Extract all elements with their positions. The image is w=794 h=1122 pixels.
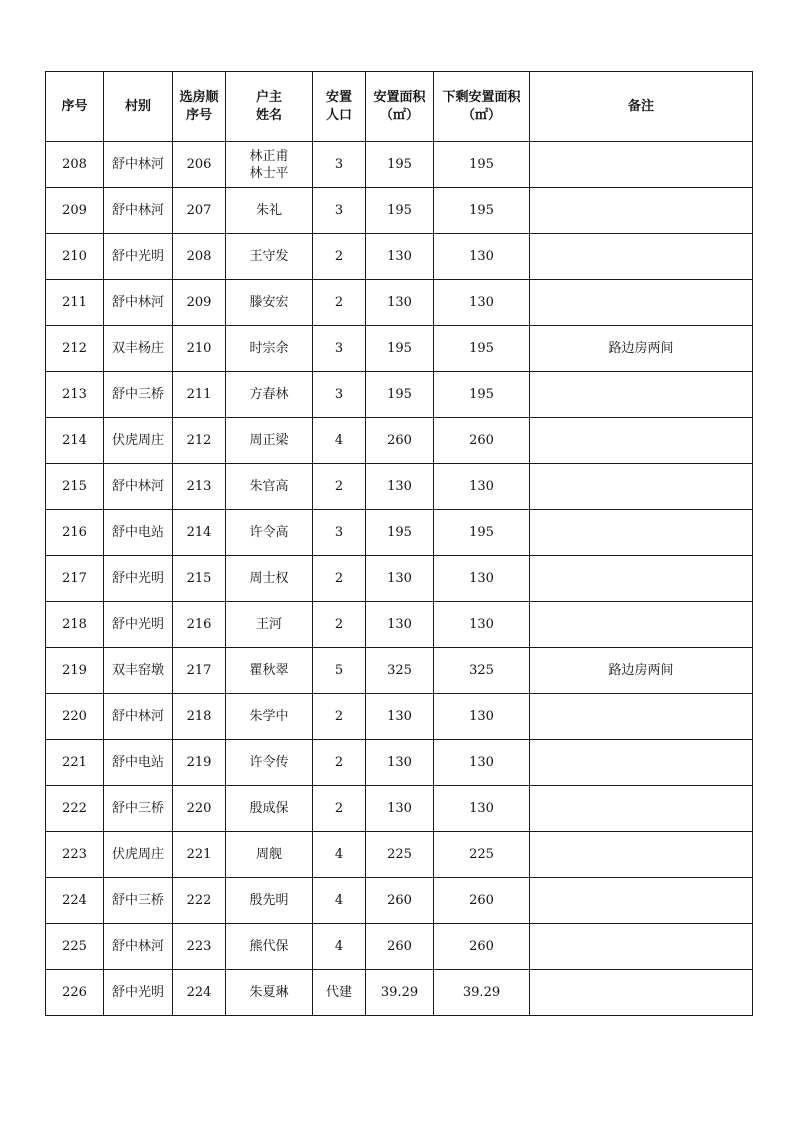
table-row [46, 188, 753, 234]
cell-area: 195 [366, 142, 434, 188]
cell-village: 双丰杨庄 [104, 326, 173, 372]
cell-order: 206 [173, 142, 226, 188]
cell-remark [530, 786, 753, 832]
cell-population: 2 [313, 280, 366, 326]
cell-remaining-area: 130 [434, 464, 530, 510]
table-row [46, 418, 753, 464]
cell-village: 舒中三桥 [104, 372, 173, 418]
cell-owner [226, 878, 313, 924]
cell-order: 213 [173, 464, 226, 510]
owner-name: 周正梁 [249, 433, 289, 448]
header-remaining-area: 下剩安置面积 （㎡） [434, 72, 530, 142]
cell-remark [530, 372, 753, 418]
table-row [46, 464, 753, 510]
owner-name: 方春林 [249, 387, 289, 402]
cell-order: 218 [173, 694, 226, 740]
table-row [46, 510, 753, 556]
cell-remark [530, 418, 753, 464]
cell-owner [226, 924, 313, 970]
cell-owner [226, 510, 313, 556]
cell-population: 3 [313, 142, 366, 188]
owner-name: 周士权 [249, 571, 289, 586]
cell-population: 2 [313, 556, 366, 602]
cell-village: 舒中电站 [104, 740, 173, 786]
cell-remark: 路边房两间 [530, 326, 753, 372]
cell-area: 130 [366, 464, 434, 510]
table-row [46, 234, 753, 280]
cell-remark: 路边房两间 [530, 648, 753, 694]
cell-seq: 225 [46, 924, 104, 970]
cell-remaining-area: 130 [434, 556, 530, 602]
cell-seq: 216 [46, 510, 104, 556]
cell-seq: 209 [46, 188, 104, 234]
cell-seq: 210 [46, 234, 104, 280]
cell-owner [226, 372, 313, 418]
cell-remark [530, 464, 753, 510]
cell-order: 215 [173, 556, 226, 602]
cell-remark [530, 234, 753, 280]
cell-order: 216 [173, 602, 226, 648]
cell-owner [226, 832, 313, 878]
header-village: 村别 [104, 72, 173, 142]
cell-remark [530, 280, 753, 326]
cell-remaining-area: 195 [434, 372, 530, 418]
table-row [46, 924, 753, 970]
table-row [46, 372, 753, 418]
cell-order: 209 [173, 280, 226, 326]
cell-order: 217 [173, 648, 226, 694]
owner-name: 朱夏琳 [249, 985, 289, 1000]
cell-population: 2 [313, 602, 366, 648]
cell-remark [530, 694, 753, 740]
cell-owner [226, 280, 313, 326]
cell-population: 2 [313, 740, 366, 786]
cell-population: 4 [313, 832, 366, 878]
owner-name: 瞿秋翠 [249, 663, 289, 678]
cell-village: 舒中林河 [104, 280, 173, 326]
cell-seq: 212 [46, 326, 104, 372]
cell-owner [226, 648, 313, 694]
owner-name: 周舰 [255, 847, 282, 862]
cell-remaining-area: 195 [434, 188, 530, 234]
cell-owner [226, 464, 313, 510]
cell-area: 260 [366, 878, 434, 924]
cell-area: 260 [366, 418, 434, 464]
cell-village: 舒中光明 [104, 970, 173, 1016]
cell-village: 舒中光明 [104, 234, 173, 280]
table-row [46, 832, 753, 878]
cell-village: 舒中林河 [104, 188, 173, 234]
cell-village: 舒中林河 [104, 464, 173, 510]
cell-remaining-area: 130 [434, 786, 530, 832]
header-remark: 备注 [530, 72, 753, 142]
cell-village: 舒中林河 [104, 924, 173, 970]
cell-seq: 218 [46, 602, 104, 648]
table-row [46, 970, 753, 1016]
cell-remark [530, 832, 753, 878]
table-row [46, 694, 753, 740]
cell-remaining-area: 260 [434, 924, 530, 970]
owner-name: 许令高 [249, 525, 289, 540]
cell-area: 195 [366, 188, 434, 234]
cell-area: 130 [366, 234, 434, 280]
cell-owner [226, 694, 313, 740]
owner-name: 王河 [255, 617, 282, 632]
cell-remaining-area: 130 [434, 740, 530, 786]
table-body [46, 142, 753, 1016]
cell-population: 2 [313, 694, 366, 740]
cell-owner [226, 602, 313, 648]
owner-name: 许令传 [249, 755, 289, 770]
cell-area: 195 [366, 326, 434, 372]
table-row [46, 280, 753, 326]
owner-name: 熊代保 [249, 939, 289, 954]
cell-seq: 224 [46, 878, 104, 924]
cell-owner [226, 326, 313, 372]
cell-remaining-area: 195 [434, 142, 530, 188]
cell-area: 130 [366, 556, 434, 602]
header-order: 选房顺 序号 [173, 72, 226, 142]
cell-order: 220 [173, 786, 226, 832]
cell-remark [530, 510, 753, 556]
cell-order: 211 [173, 372, 226, 418]
cell-remark [530, 142, 753, 188]
cell-owner [226, 188, 313, 234]
cell-area: 39.29 [366, 970, 434, 1016]
cell-seq: 219 [46, 648, 104, 694]
table-row [46, 648, 753, 694]
cell-remaining-area: 225 [434, 832, 530, 878]
cell-village: 双丰窑墩 [104, 648, 173, 694]
cell-village: 舒中林河 [104, 142, 173, 188]
owner-name: 朱礼 [255, 203, 282, 218]
cell-remaining-area: 325 [434, 648, 530, 694]
cell-seq: 211 [46, 280, 104, 326]
owner-name: 时宗余 [249, 341, 289, 356]
table-row [46, 556, 753, 602]
cell-population: 4 [313, 418, 366, 464]
cell-population: 3 [313, 188, 366, 234]
header-row [46, 72, 753, 142]
cell-seq: 226 [46, 970, 104, 1016]
cell-area: 325 [366, 648, 434, 694]
cell-village: 舒中三桥 [104, 878, 173, 924]
cell-order: 214 [173, 510, 226, 556]
cell-village: 舒中光明 [104, 602, 173, 648]
owner-name: 朱官高 [249, 479, 289, 494]
cell-area: 195 [366, 372, 434, 418]
cell-area: 130 [366, 694, 434, 740]
cell-remark [530, 970, 753, 1016]
cell-area: 130 [366, 280, 434, 326]
table-row [46, 878, 753, 924]
cell-seq: 214 [46, 418, 104, 464]
header-seq: 序号 [46, 72, 104, 142]
cell-remaining-area: 195 [434, 510, 530, 556]
resettlement-table [45, 71, 753, 1016]
owner-name: 林正甫 [249, 148, 289, 164]
cell-area: 225 [366, 832, 434, 878]
cell-population: 3 [313, 510, 366, 556]
cell-population: 5 [313, 648, 366, 694]
table-row [46, 786, 753, 832]
cell-remaining-area: 195 [434, 326, 530, 372]
cell-population: 2 [313, 464, 366, 510]
cell-order: 207 [173, 188, 226, 234]
cell-population: 4 [313, 878, 366, 924]
cell-owner [226, 786, 313, 832]
cell-remark [530, 924, 753, 970]
cell-owner [226, 556, 313, 602]
cell-owner [226, 142, 313, 188]
table-row [46, 740, 753, 786]
cell-order: 210 [173, 326, 226, 372]
owner-name: 王守发 [249, 249, 289, 264]
cell-order: 224 [173, 970, 226, 1016]
cell-population: 3 [313, 372, 366, 418]
cell-owner [226, 234, 313, 280]
cell-village: 伏虎周庄 [104, 832, 173, 878]
cell-order: 221 [173, 832, 226, 878]
cell-seq: 215 [46, 464, 104, 510]
cell-owner [226, 418, 313, 464]
cell-village: 舒中林河 [104, 694, 173, 740]
cell-area: 130 [366, 786, 434, 832]
owner-name: 林士平 [249, 165, 289, 181]
cell-order: 208 [173, 234, 226, 280]
cell-seq: 223 [46, 832, 104, 878]
owner-name: 殷先明 [249, 893, 289, 908]
cell-seq: 222 [46, 786, 104, 832]
table-row [46, 142, 753, 188]
cell-remaining-area: 130 [434, 280, 530, 326]
cell-owner [226, 740, 313, 786]
cell-area: 130 [366, 740, 434, 786]
cell-village: 舒中电站 [104, 510, 173, 556]
owner-name: 殷成保 [249, 801, 289, 816]
cell-order: 222 [173, 878, 226, 924]
cell-population: 4 [313, 924, 366, 970]
cell-remaining-area: 260 [434, 418, 530, 464]
cell-order: 223 [173, 924, 226, 970]
owner-name: 朱学中 [249, 709, 289, 724]
header-population: 安置 人口 [313, 72, 366, 142]
cell-village: 舒中光明 [104, 556, 173, 602]
cell-remaining-area: 130 [434, 602, 530, 648]
cell-remark [530, 740, 753, 786]
cell-remark [530, 556, 753, 602]
cell-village: 舒中三桥 [104, 786, 173, 832]
cell-seq: 208 [46, 142, 104, 188]
cell-remaining-area: 260 [434, 878, 530, 924]
cell-area: 130 [366, 602, 434, 648]
cell-owner [226, 970, 313, 1016]
cell-remaining-area: 130 [434, 234, 530, 280]
table-row [46, 602, 753, 648]
cell-remark [530, 188, 753, 234]
table-row [46, 326, 753, 372]
cell-population: 2 [313, 786, 366, 832]
cell-seq: 217 [46, 556, 104, 602]
cell-order: 219 [173, 740, 226, 786]
cell-remaining-area: 39.29 [434, 970, 530, 1016]
header-owner: 户主 姓名 [226, 72, 313, 142]
cell-area: 260 [366, 924, 434, 970]
cell-remark [530, 878, 753, 924]
cell-area: 195 [366, 510, 434, 556]
cell-seq: 220 [46, 694, 104, 740]
cell-population: 3 [313, 326, 366, 372]
owner-name: 滕安宏 [249, 295, 289, 310]
cell-remaining-area: 130 [434, 694, 530, 740]
cell-seq: 213 [46, 372, 104, 418]
cell-order: 212 [173, 418, 226, 464]
cell-village: 伏虎周庄 [104, 418, 173, 464]
cell-remark [530, 602, 753, 648]
cell-seq: 221 [46, 740, 104, 786]
header-area: 安置面积 （㎡） [366, 72, 434, 142]
cell-population: 2 [313, 234, 366, 280]
cell-population: 代建 [313, 970, 366, 1016]
